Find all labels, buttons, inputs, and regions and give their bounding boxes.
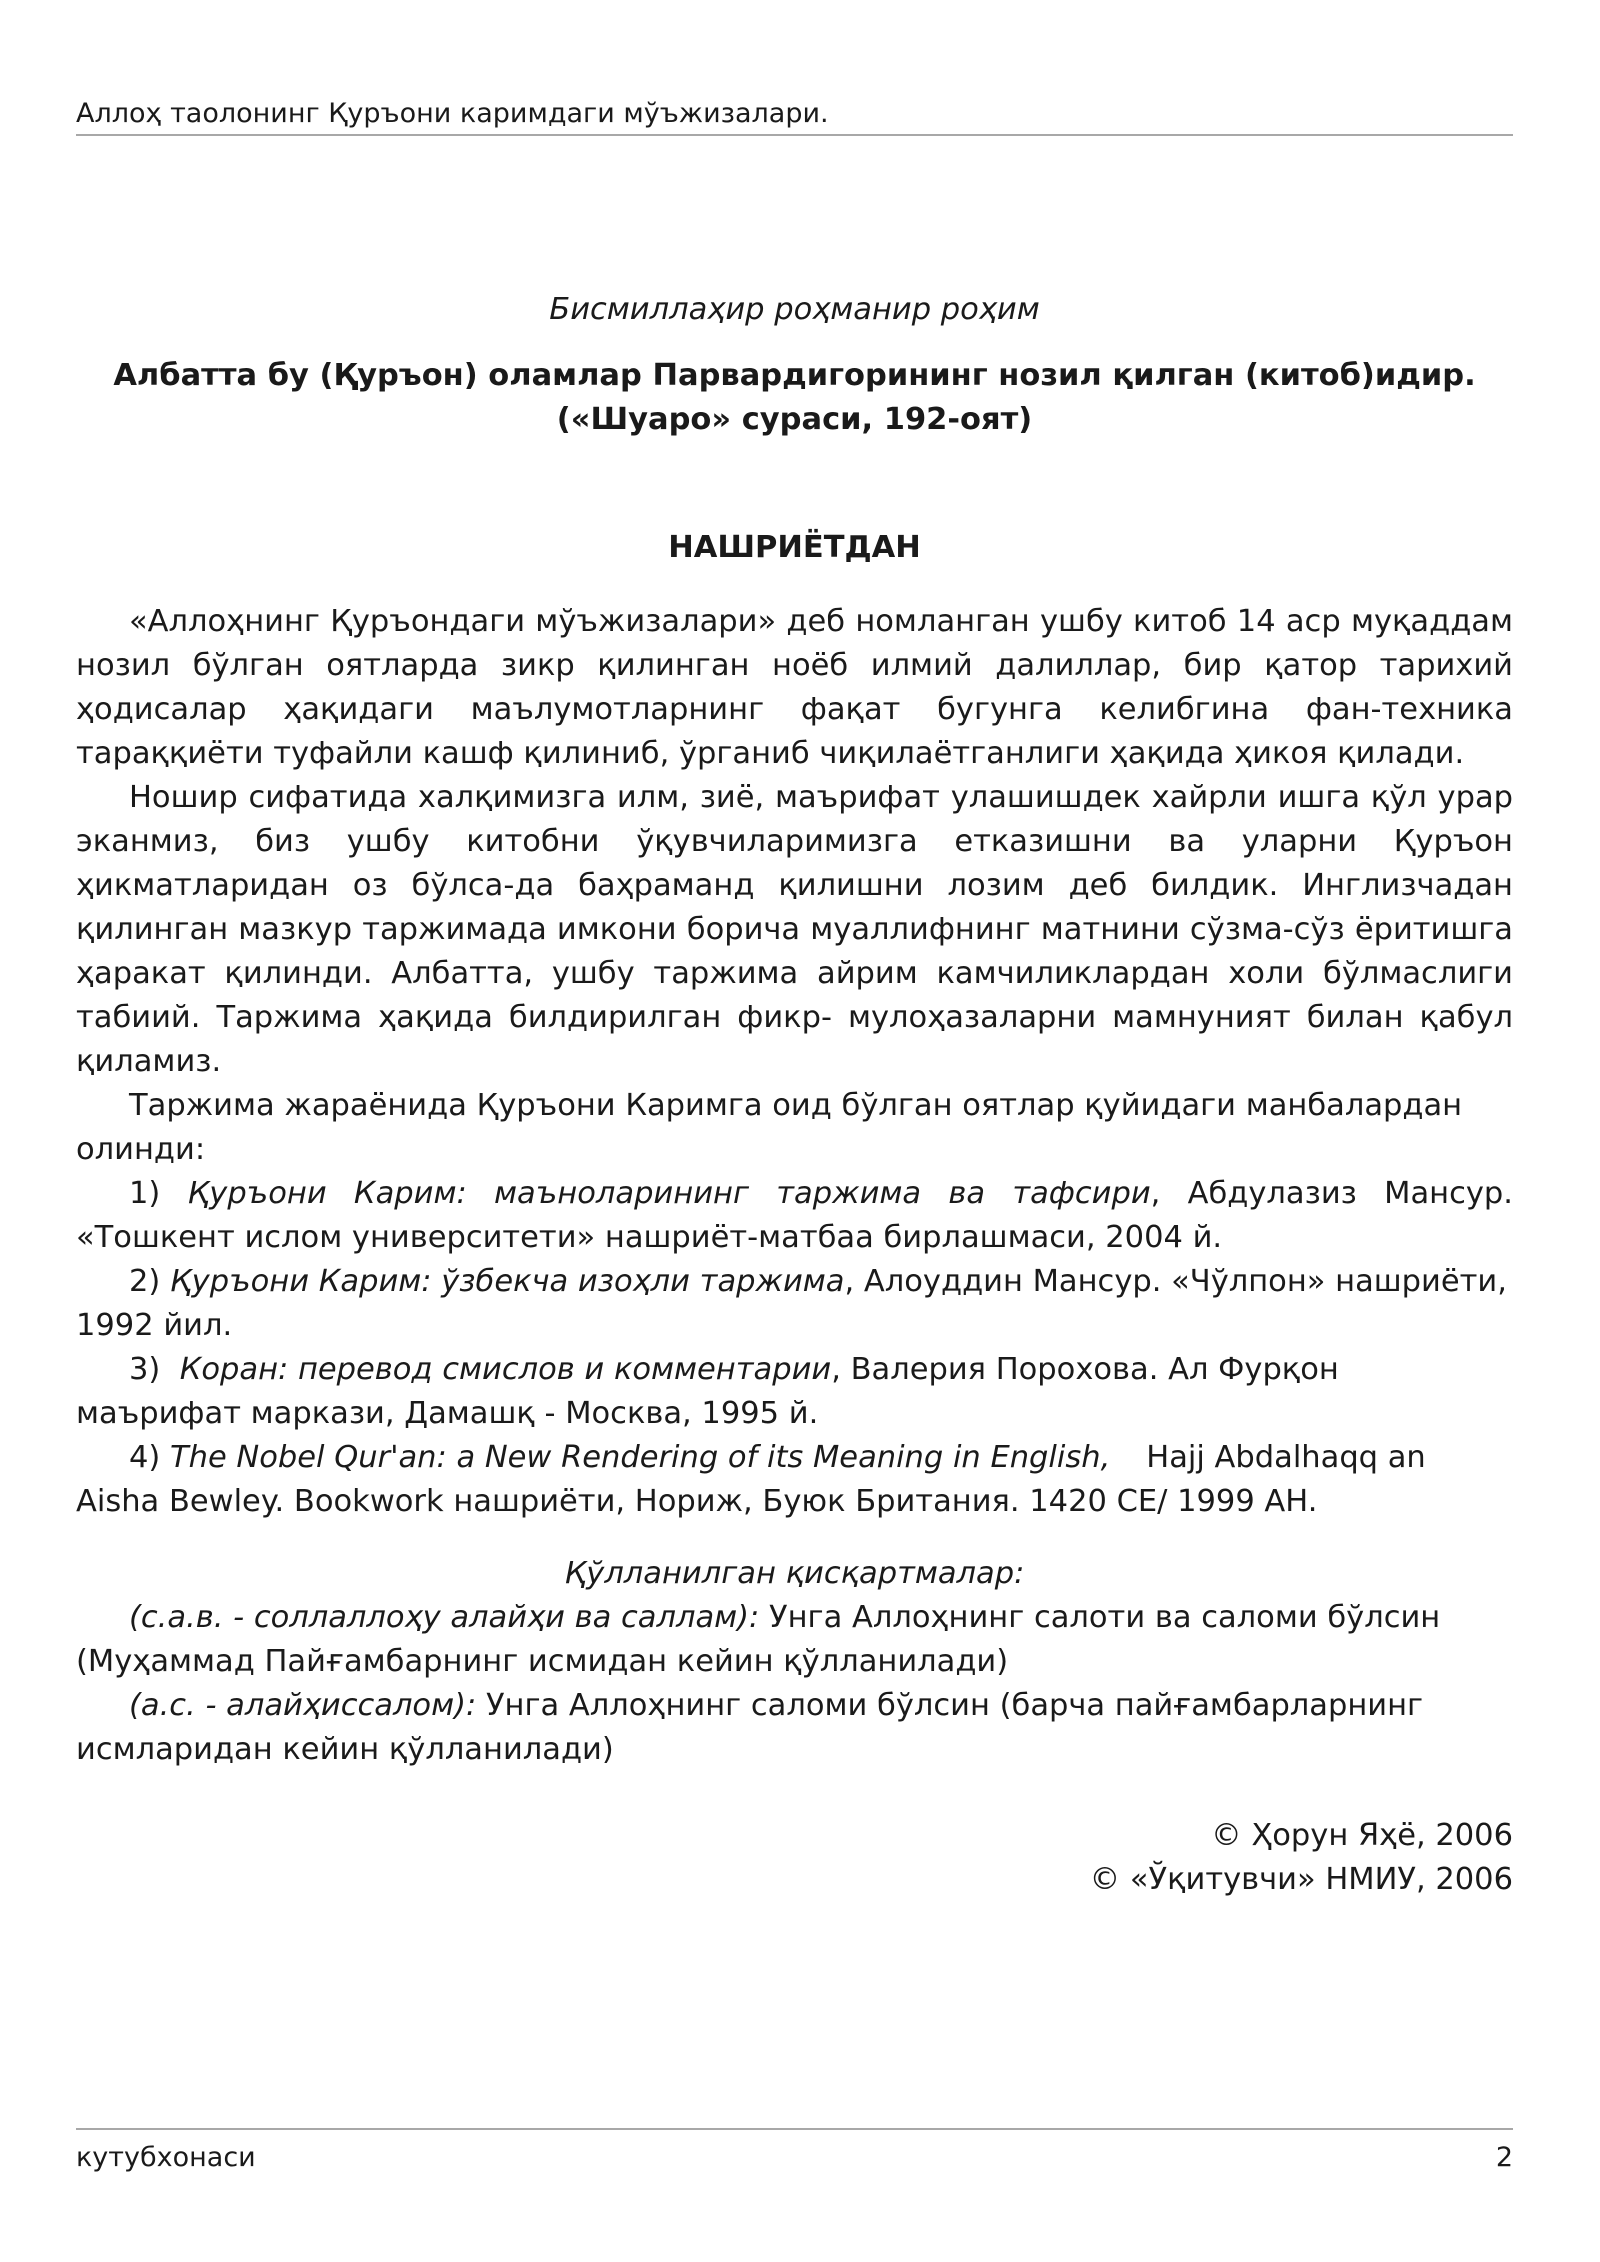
paragraph-sources-intro: Таржима жараёнида Қуръони Каримга оид бўлган оятлар қуйидаги манбалардан олинди: <box>76 1088 1463 1167</box>
source-item <box>76 1260 1571 1348</box>
running-footer <box>76 2128 1513 2176</box>
source-details: , Абдулазиз Мансур. «Тошкент ислом университети» нашриёт-матбаа бирлашмаси, 2004 й. <box>76 1176 1513 1255</box>
source-details: , Алоуддин Мансур. «Чўлпон» нашриёти, 1992 йил. <box>76 1264 1507 1343</box>
epigraph-reference: («Шуаро» сураси, 192-оят) <box>556 402 1033 437</box>
paragraph-publisher: Ношир сифатида халқимизга илм, зиё, маърифат улашишдек хайрли ишга қўл урар эканмиз, биз ушбу китобни ўқувчиларимизга етказишни ва уларни Қуръон ҳикматларидан оз бўлса-да баҳраманд қилишни лозим деб билдик. Инглизчадан қилинган мазкур таржимада имкони борича муаллифнинг матнини сўзма-сўз ёритишга ҳаракат қилинди. Албатта, ушбу таржима айрим камчиликлардан холи бўлмаслиги табиий. Таржима ҳақида билдирилган фикр- мулоҳазаларни мамнуният билан қабул қиламиз. <box>76 780 1513 1079</box>
source-title: The Nobel Qur'an: a New Rendering of its Meaning in English, <box>170 1440 1111 1475</box>
quran-epigraph <box>76 354 1513 442</box>
source-title: Қуръони Карим: маъноларининг таржима ва тафсири <box>187 1176 1151 1211</box>
source-item <box>76 1436 1513 1524</box>
section-heading: НАШРИЁТДАН <box>668 530 921 565</box>
running-header <box>76 96 1513 136</box>
footer-text: кутубхонаси <box>76 2142 256 2173</box>
abbreviation-item <box>76 1596 1571 1684</box>
source-number: 3) <box>129 1352 161 1387</box>
source-title: Коран: перевод смислов и комментарии <box>179 1352 832 1387</box>
copyright-block <box>76 1814 1513 1902</box>
page-content <box>76 288 1513 1902</box>
epigraph-verse: Албатта бу (Қуръон) оламлар Парвардигорининг нозил қилган (китоб)идир. <box>113 358 1476 393</box>
source-item <box>76 1172 1513 1260</box>
source-number: 4) <box>129 1440 161 1475</box>
source-details: , Валерия Порохова. Ал Фурқон маърифат маркази, Дамашқ - Москва, 1995 й. <box>76 1352 1339 1431</box>
abbreviation-meaning: Унга Аллоҳнинг саломи бўлсин (барча пайғамбарларнинг исмларидан кейин қўлланилади) <box>76 1688 1424 1767</box>
abbreviation-meaning: Унга Аллоҳнинг салоти ва саломи бўлсин (Муҳаммад Пайғамбарнинг исмидан кейин қўлланилади) <box>76 1600 1441 1679</box>
bismillah-line: Бисмиллаҳир роҳманир роҳим <box>549 292 1040 327</box>
running-header-title: Аллоҳ таолонинг Қуръони каримдаги мўъжизалари. <box>76 98 829 129</box>
copyright-author: © Ҳорун Яҳё, 2006 <box>1211 1818 1513 1853</box>
abbreviations-heading: Қўлланилган қисқартмалар: <box>564 1556 1025 1591</box>
source-title: Қуръони Карим: ўзбекча изоҳли таржима <box>170 1264 845 1299</box>
source-number: 1) <box>129 1176 161 1211</box>
abbreviation-term: (с.а.в. - соллаллоҳу алайҳи ва саллам): <box>129 1600 760 1635</box>
source-number: 2) <box>129 1264 161 1299</box>
source-item <box>76 1348 1513 1436</box>
abbreviation-term: (а.с. - алайҳиссалом): <box>129 1688 477 1723</box>
abbreviation-item <box>76 1684 1571 1772</box>
page-number: 2 <box>1495 2142 1513 2173</box>
publisher-preface <box>76 600 1513 1524</box>
source-details: Hajj Abdalhaqq an Aisha Bewley. Bookwork нашриёти, Нориж, Буюк Британия. 1420 CE/ 1999 AH. <box>76 1440 1426 1519</box>
copyright-publisher: © «Ўқитувчи» НМИУ, 2006 <box>1089 1862 1513 1897</box>
paragraph-intro: «Аллоҳнинг Қуръондаги мўъжизалари» деб номланган ушбу китоб 14 аср муқаддам нозил бўлган оятларда зикр қилинган ноёб илмий далиллар, бир қатор тарихий ҳодисалар ҳақидаги маълумотларнинг фақат бугунга келибгина фан-техника тараққиёти туфайли кашф қилиниб, ўрганиб чиқилаётганлиги ҳақида ҳикоя қилади. <box>76 604 1513 771</box>
